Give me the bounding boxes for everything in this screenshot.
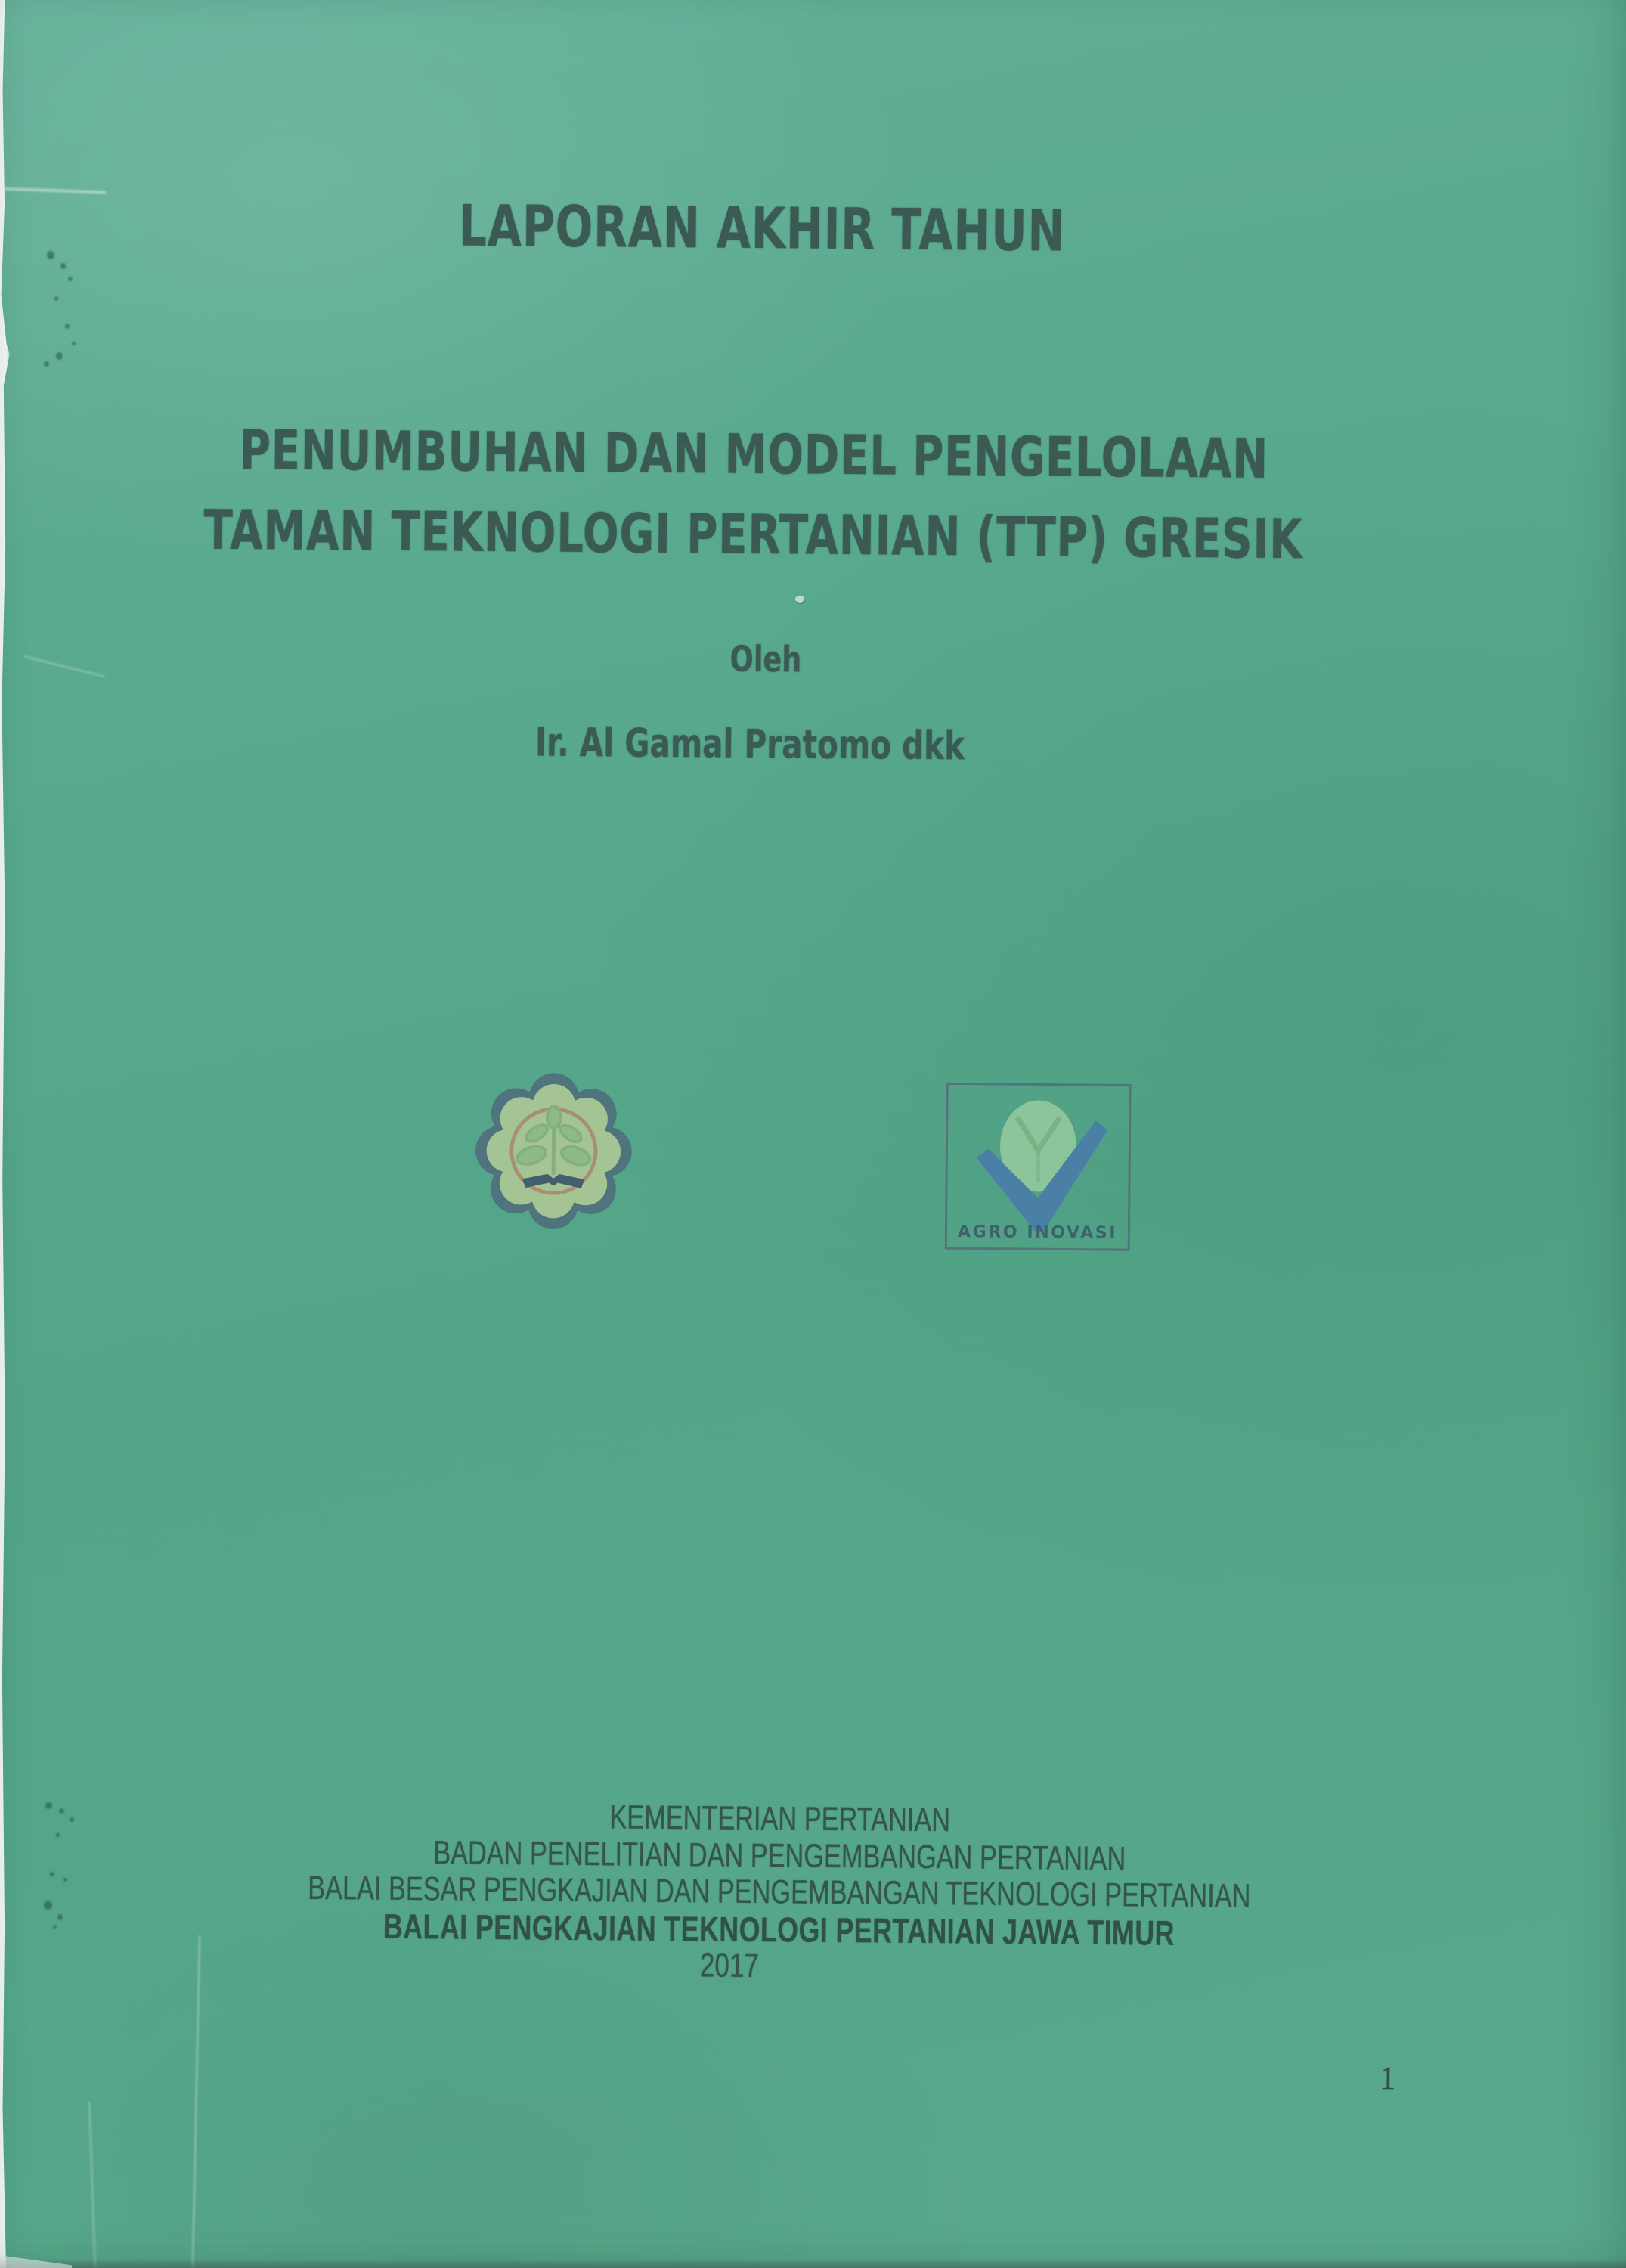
ink-smudge <box>65 324 70 329</box>
byline-label: Oleh <box>729 638 802 681</box>
ink-smudge <box>68 277 73 281</box>
ink-smudge <box>57 1914 63 1920</box>
publisher-block <box>189 1796 1370 1954</box>
author-name: Ir. Al Gamal Pratomo dkk <box>534 720 965 770</box>
report-type-title: LAPORAN AKHIR TAHUN <box>458 192 1066 265</box>
main-title <box>163 409 1344 580</box>
agro-logo-label: AGRO INOVASI <box>957 1222 1118 1243</box>
ink-smudge <box>56 352 63 360</box>
publisher-line-agency: BADAN PENELITIAN DAN PENGEMBANGAN PERTANIAN <box>433 1833 1126 1877</box>
ink-smudge <box>59 1808 64 1814</box>
ink-smudge <box>63 1878 67 1882</box>
ink-smudge <box>60 263 66 269</box>
ink-smudge <box>44 1901 52 1910</box>
page-number: 1 <box>1379 2059 1396 2097</box>
paper-speck <box>795 596 804 603</box>
publisher-line-ministry: KEMENTERIAN PERTANIAN <box>609 1799 951 1839</box>
publisher-line-center: BALAI BESAR PENGKAJIAN DAN PENGEMBANGAN TEKNOLOGI PERTANIAN <box>307 1869 1251 1915</box>
agro-inovasi-logo-icon <box>943 1081 1132 1252</box>
page-bottom-shadow <box>0 2259 1626 2268</box>
ink-smudge <box>44 361 49 367</box>
ink-smudge <box>45 1802 52 1809</box>
ink-smudge <box>47 251 54 259</box>
ink-smudge <box>54 296 58 301</box>
main-title-line-2: TAMAN TEKNOLOGI PERTANIAN (TTP) GRESIK <box>203 497 1303 572</box>
kementerian-pertanian-logo-icon <box>464 1061 643 1242</box>
publisher-line-bptp: BALAI PENGKAJIAN TEKNOLOGI PERTANIAN JAWA TIMUR <box>382 1906 1175 1953</box>
ink-smudge <box>56 1833 60 1837</box>
publication-year: 2017 <box>699 1945 760 1985</box>
ink-smudge <box>53 1925 57 1929</box>
main-title-line-1: PENUMBUHAN DAN MODEL PENGELOLAAN <box>239 418 1269 491</box>
ink-smudge <box>72 342 76 345</box>
ink-smudge <box>50 1872 54 1876</box>
ink-smudge <box>70 1817 74 1822</box>
